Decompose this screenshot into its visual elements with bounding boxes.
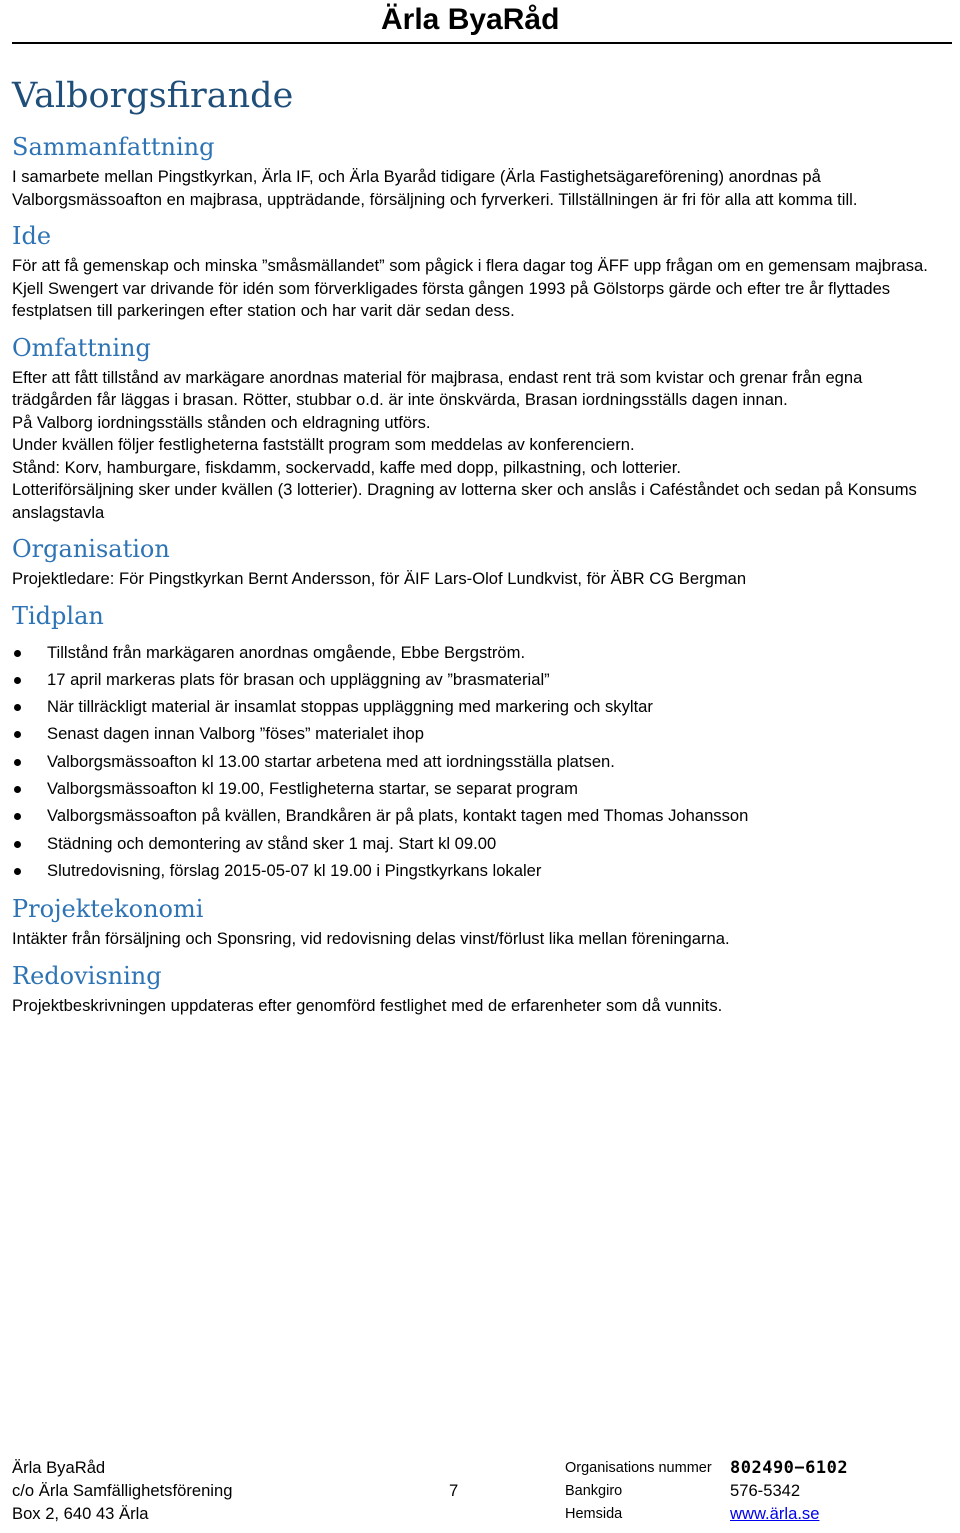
redovisning-text: Projektbeskrivningen uppdateras efter genomförd festlighet med de erfarenheter som då vunnits. xyxy=(12,995,723,1015)
omfattning-p3: Under kvällen följer festligheterna fastställt program som meddelas av konferenciern. xyxy=(12,435,635,454)
omfattning-p4: Stånd: Korv, hamburgare, fiskdamm, sockervadd, kaffe med dopp, pilkastning, och lotterier. xyxy=(12,457,682,477)
footer-bankgiro-label: Bankgiro xyxy=(565,1483,623,1499)
document-body xyxy=(12,70,942,1017)
list-item: När tillräckligt material är insamlat stoppas uppläggning med markering och skyltar xyxy=(12,693,942,720)
heading-projektekonomi: Projektekonomi xyxy=(12,895,204,924)
heading-sammanfattning: Sammanfattning xyxy=(12,133,215,161)
heading-omfattning: Omfattning xyxy=(12,333,151,362)
list-item: Tillstånd från markägaren anordnas omgående, Ebbe Bergström. xyxy=(12,639,942,666)
header-org-name: Ärla ByaRåd xyxy=(381,3,560,36)
footer-org-number: 802490−6102 xyxy=(730,1458,849,1478)
list-item: Valborgsmässoafton på kvällen, Brandkåren är på plats, kontakt tagen med Thomas Johansson xyxy=(12,802,942,829)
footer-address-co: c/o Ärla Samfällighetsförening xyxy=(12,1481,233,1500)
list-item: Senast dagen innan Valborg ”föses” materialet ihop xyxy=(12,720,942,747)
list-item: Slutredovisning, förslag 2015-05-07 kl 19.00 i Pingstkyrkans lokaler xyxy=(12,857,942,884)
list-item: 17 april markeras plats för brasan och uppläggning av ”brasmaterial” xyxy=(12,666,942,693)
footer-org-name: Ärla ByaRåd xyxy=(12,1458,106,1477)
list-item: Valborgsmässoafton kl 13.00 startar arbetena med att iordningsställa platsen. xyxy=(12,748,942,775)
heading-tidplan: Tidplan xyxy=(12,601,104,630)
list-item: Städning och demontering av stånd sker 1 maj. Start kl 09.00 xyxy=(12,830,942,857)
heading-organisation: Organisation xyxy=(12,535,170,563)
footer-address-box: Box 2, 640 43 Ärla xyxy=(12,1504,149,1523)
header-divider xyxy=(12,42,952,44)
heading-ide: Ide xyxy=(12,222,52,250)
omfattning-p2: På Valborg iordningsställs stånden och eldragning utförs. xyxy=(12,412,431,432)
page-footer xyxy=(12,1456,952,1525)
omfattning-p1: Efter att fått tillstånd av markägare anordnas material för majbrasa, endast rent trä som kvistar och grenar från egna trädgården får läggas i brasan. Rötter, stubbar o.d. är inte önskvärda, Brasan iordningsställs dagen innan. xyxy=(12,367,863,409)
organisation-text: Projektledare: För Pingstkyrkan Bernt Andersson, för ÄIF Lars-Olof Lundkvist, för ÄBR CG Bergman xyxy=(12,569,747,588)
footer-org-number-label: Organisations nummer xyxy=(565,1460,712,1476)
omfattning-p5: Lotteriförsäljning sker under kvällen (3 lotterier). Dragning av lotterna sker och anslås i Caféståndet och sedan på Konsums anslagstavla xyxy=(12,480,917,522)
projektekonomi-text: Intäkter från försäljning och Sponsring, vid redovisning delas vinst/förlust lika mellan föreningarna. xyxy=(12,929,730,949)
sammanfattning-text: I samarbete mellan Pingstkyrkan, Ärla IF, och Ärla Byaråd tidigare (Ärla Fastighetsägareförening) anordnas på Valborgsmässoafton en majbrasa, uppträdande, försäljning och fyrverkeri. Tillställningen är fri för alla att komma till. xyxy=(12,167,858,209)
ide-text: För att få gemenskap och minska ”småsmällandet” som pågick i flera dagar tog ÄFF upp frågan om en gemensam majbrasa. Kjell Swengert var drivande för idén som förverkligades första gången 1993 på Gölstorps gärde och efter tre år flyttades festplatsen till parkeringen efter station och har varit där sedan dess. xyxy=(12,256,928,320)
footer-bankgiro: 576-5342 xyxy=(730,1481,801,1500)
page-number: 7 xyxy=(449,1481,459,1500)
footer-hemsida-label: Hemsida xyxy=(565,1506,623,1522)
heading-redovisning: Redovisning xyxy=(12,961,162,990)
tidplan-list xyxy=(12,639,942,885)
footer-website-link[interactable]: www.ärla.se xyxy=(730,1504,820,1523)
page-title: Valborgsfirande xyxy=(12,76,294,116)
list-item: Valborgsmässoafton kl 19.00, Festligheterna startar, se separat program xyxy=(12,775,942,802)
